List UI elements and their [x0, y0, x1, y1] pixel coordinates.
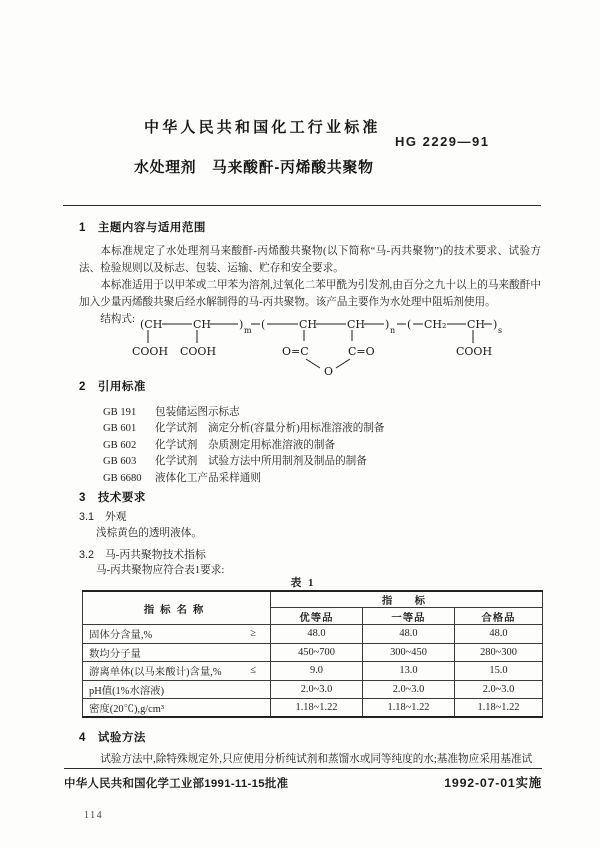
reference-item	[103, 438, 541, 454]
cell-value: 450~700	[271, 643, 363, 662]
cell-value: 300~450	[363, 643, 455, 662]
formula-subscript: s	[498, 326, 503, 335]
table-header-premium-grade: 优等品	[271, 608, 363, 625]
spec-table	[82, 590, 543, 718]
formula-subscript: m	[244, 326, 252, 335]
footer	[64, 773, 542, 791]
page-number: 114	[84, 810, 104, 821]
cell-value: 1.18~1.22	[455, 699, 543, 718]
section3-heading: 3 技术要求	[79, 492, 146, 504]
row-operator: ≥	[250, 628, 256, 640]
reference-item	[103, 471, 541, 487]
reference-code: GB 603	[103, 456, 137, 468]
formula-subscript: n	[390, 326, 396, 335]
formula-token: COOH	[180, 345, 217, 358]
subsection-title: 马-丙共聚物技术指标	[105, 548, 206, 561]
section1-paragraph-2: 本标准适用于以甲苯或二甲苯为溶剂,过氧化二苯甲酰为引发剂,由百分之九十以上的马来酸酐中加入少量丙烯酸共聚后经水解制得的马-丙共聚物。该产品主要作为水处理中阻垢剂使用。	[79, 280, 541, 308]
cell-value: 2.0~3.0	[455, 680, 543, 699]
formula-token: O=C	[282, 345, 309, 358]
subsection-title: 外观	[105, 511, 127, 523]
row-label: pH值(1%水溶液)	[89, 686, 165, 698]
formula-token: CH	[467, 318, 486, 331]
header-divider	[63, 205, 541, 206]
formula-label: 结构式:	[100, 314, 135, 325]
cell-value: 2.0~3.0	[271, 680, 363, 699]
chemical-structure-diagram	[132, 315, 512, 377]
cell-value: 48.0	[455, 625, 543, 644]
reference-title: 液体化工产品采样通则	[155, 472, 261, 484]
row-label: 游离单体(以马来酸计)含量,%	[89, 667, 222, 679]
section1-heading: 1 主题内容与适用范围	[79, 222, 206, 234]
section-scope	[79, 219, 541, 328]
table-row	[83, 680, 543, 699]
formula-token: (	[407, 318, 412, 331]
cell-value: 280~300	[455, 643, 543, 662]
standard-org-title: 中华人民共和国化工行业标准	[144, 119, 381, 136]
formula-token: CH	[347, 318, 366, 331]
section-technical-requirements	[79, 489, 541, 580]
formula-token: COOH	[132, 345, 169, 358]
reference-code: GB 602	[103, 439, 137, 451]
section1-paragraph-1: 本标准规定了水处理剂马来酸酐-丙烯酸共聚物(以下简称“马-丙共聚物”)的技术要求、试验方法、检验规则以及标志、包装、运输、贮存和安全要求。	[79, 246, 541, 274]
reference-title: 包装储运图示标志	[155, 407, 240, 418]
row-label: 数均分子量	[89, 648, 141, 660]
reference-item	[103, 421, 541, 437]
formula-token: )	[493, 318, 498, 331]
standard-number: HG 2229—91	[395, 134, 490, 149]
formula-token: CH₂	[424, 318, 447, 331]
subsection-indicators-heading	[79, 547, 541, 564]
subsection-number: 3.2	[79, 548, 95, 561]
appearance-description: 浅棕黄色的透明液体。	[96, 527, 202, 539]
table-row	[83, 662, 543, 681]
row-label: 密度(20℃),g/cm³	[89, 704, 164, 716]
section-test-methods	[79, 729, 541, 768]
formula-token: O	[324, 365, 334, 377]
reference-code: GB 6680	[103, 472, 142, 484]
formula-token: (	[261, 318, 266, 331]
row-operator: ≤	[250, 665, 256, 677]
cell-value: 9.0	[271, 662, 363, 681]
cell-value: 13.0	[363, 662, 455, 681]
table-row	[83, 625, 543, 644]
document-title: 水处理剂 马来酸酐-丙烯酸共聚物	[134, 160, 374, 176]
reference-title: 化学试剂 滴定分析(容量分析)用标准溶液的制备	[155, 423, 385, 435]
reference-title: 化学试剂 试验方法中所用制剂及制品的制备	[155, 456, 367, 468]
table-header-indicator-group: 指 标	[271, 591, 543, 608]
reference-code: GB 601	[103, 423, 137, 435]
cell-value: 1.18~1.22	[271, 699, 363, 718]
formula-token: (CH	[140, 318, 163, 331]
table-row	[83, 699, 543, 718]
section2-heading: 2 引用标准	[79, 381, 146, 393]
section4-heading: 4 试验方法	[79, 732, 146, 744]
approval-statement: 中华人民共和国化学工业部1991-11-15批准	[64, 778, 289, 790]
row-label: 固体分含量,%	[89, 630, 153, 642]
formula-token: )	[239, 318, 244, 331]
formula-token: COOH	[456, 345, 493, 358]
reference-code: GB 191	[103, 407, 137, 418]
implementation-date: 1992-07-01实施	[444, 776, 542, 790]
table-caption: 表 1	[290, 577, 316, 589]
reference-item	[103, 454, 541, 470]
table-reference-note: 马-丙共聚物应符合表1要求:	[96, 565, 225, 577]
reference-title: 化学试剂 杂质测定用标准溶液的制备	[155, 439, 336, 451]
section-references	[79, 378, 541, 487]
formula-token: CH	[193, 318, 212, 331]
table-header-indicator-name: 指标名称	[83, 591, 271, 625]
cell-value: 1.18~1.22	[363, 699, 455, 718]
subsection-number: 3.1	[79, 511, 95, 523]
table-row	[83, 643, 543, 662]
formula-token: )	[385, 318, 390, 331]
cell-value: 48.0	[363, 625, 455, 644]
reference-item	[103, 405, 541, 421]
section4-paragraph: 试验方法中,除特殊规定外,只应使用分析纯试剂和蒸馏水或同等纯度的水;基准物应采用基准试	[100, 754, 533, 765]
cell-value: 48.0	[271, 625, 363, 644]
formula-token: C=O	[348, 345, 375, 358]
formula-token: CH	[299, 318, 318, 331]
subsection-appearance-heading	[79, 509, 541, 526]
cell-value: 2.0~3.0	[363, 680, 455, 699]
table-header-qualified-grade: 合格品	[455, 608, 543, 625]
footer-divider	[64, 768, 542, 769]
table-header-first-grade: 一等品	[363, 608, 455, 625]
cell-value: 15.0	[455, 662, 543, 681]
